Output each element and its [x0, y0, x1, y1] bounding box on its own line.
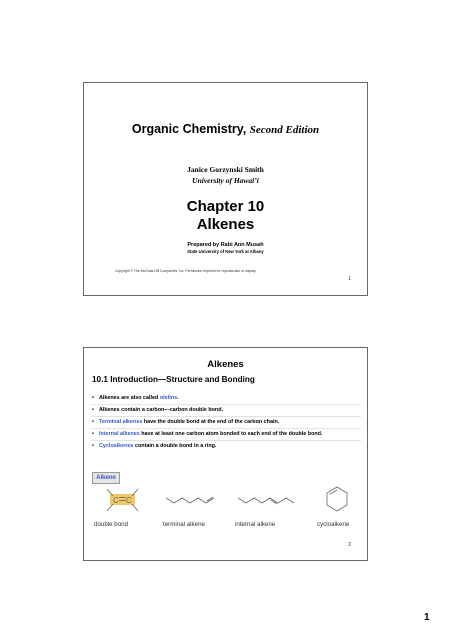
bullet-item: • Terminal alkenes have the double bond at the end of the carbon chain. — [91, 416, 361, 428]
term-highlight: Terminal alkenes — [99, 419, 143, 425]
cycloalkene-structure — [327, 487, 347, 511]
caption-cycloalkene: cycloalkene — [317, 521, 350, 528]
alkene-label-box: Alkene — [92, 472, 120, 484]
caption-double-bond: double bond — [94, 521, 129, 528]
bullet-marker: • — [92, 407, 94, 413]
slide-title: Alkenes — [207, 359, 244, 370]
slide-number: 2 — [348, 542, 351, 548]
title-slide — [83, 82, 368, 296]
double-bond-structure — [107, 489, 138, 511]
terminal-alkene-structure — [166, 497, 214, 503]
bullet-item: • Alkenes contain a carbon—carbon double bond. — [91, 404, 361, 416]
bullet-list — [91, 393, 361, 452]
bullet-marker: • — [92, 419, 94, 425]
caption-terminal-alkene: terminal alkene — [163, 521, 205, 528]
bullet-item: • Alkenes are also called olefins. — [92, 395, 179, 401]
caption-internal-alkene: internal alkene — [235, 521, 276, 528]
page-number: 1 — [424, 612, 430, 623]
preparer-institution: State University of New York at Albany — [187, 249, 264, 254]
book-edition: Second Edition — [249, 124, 320, 136]
internal-alkene-structure — [238, 498, 294, 504]
copyright-notice: Copyright © The McGraw-Hill Companies, Inc. Permission required for reproduction or display. — [115, 269, 257, 273]
author-university: University of Hawai’i — [192, 176, 259, 185]
section-heading: 10.1 Introduction—Structure and Bonding — [92, 375, 255, 384]
book-title: Organic Chemistry, Second Edition — [131, 122, 320, 136]
bullet-item: • Cycloalkenes contain a double bond in a ring. — [91, 440, 361, 452]
slide-number: 1 — [348, 276, 351, 282]
content-slide — [83, 347, 368, 561]
author-name: Janice Gorzynski Smith — [187, 165, 264, 174]
carbon-atom-left: C — [113, 496, 119, 505]
bullet-marker: • — [92, 395, 94, 401]
carbon-atom-right: C — [126, 496, 132, 505]
bullet-marker: • — [92, 443, 94, 449]
prepared-by: Prepared by Rabi Ann Musah — [187, 242, 264, 248]
bullet-item: • Internal alkenes have at least one carbon atom bonded to each end of the double bond. — [91, 428, 361, 440]
term-highlight: Internal alkenes — [99, 431, 140, 437]
chapter-title: Alkenes — [196, 216, 255, 233]
bullet-marker: • — [92, 431, 94, 437]
chapter-number: Chapter 10 — [186, 198, 265, 215]
term-highlight: Cycloalkenes — [99, 443, 134, 449]
term-highlight: olefins — [159, 395, 178, 401]
